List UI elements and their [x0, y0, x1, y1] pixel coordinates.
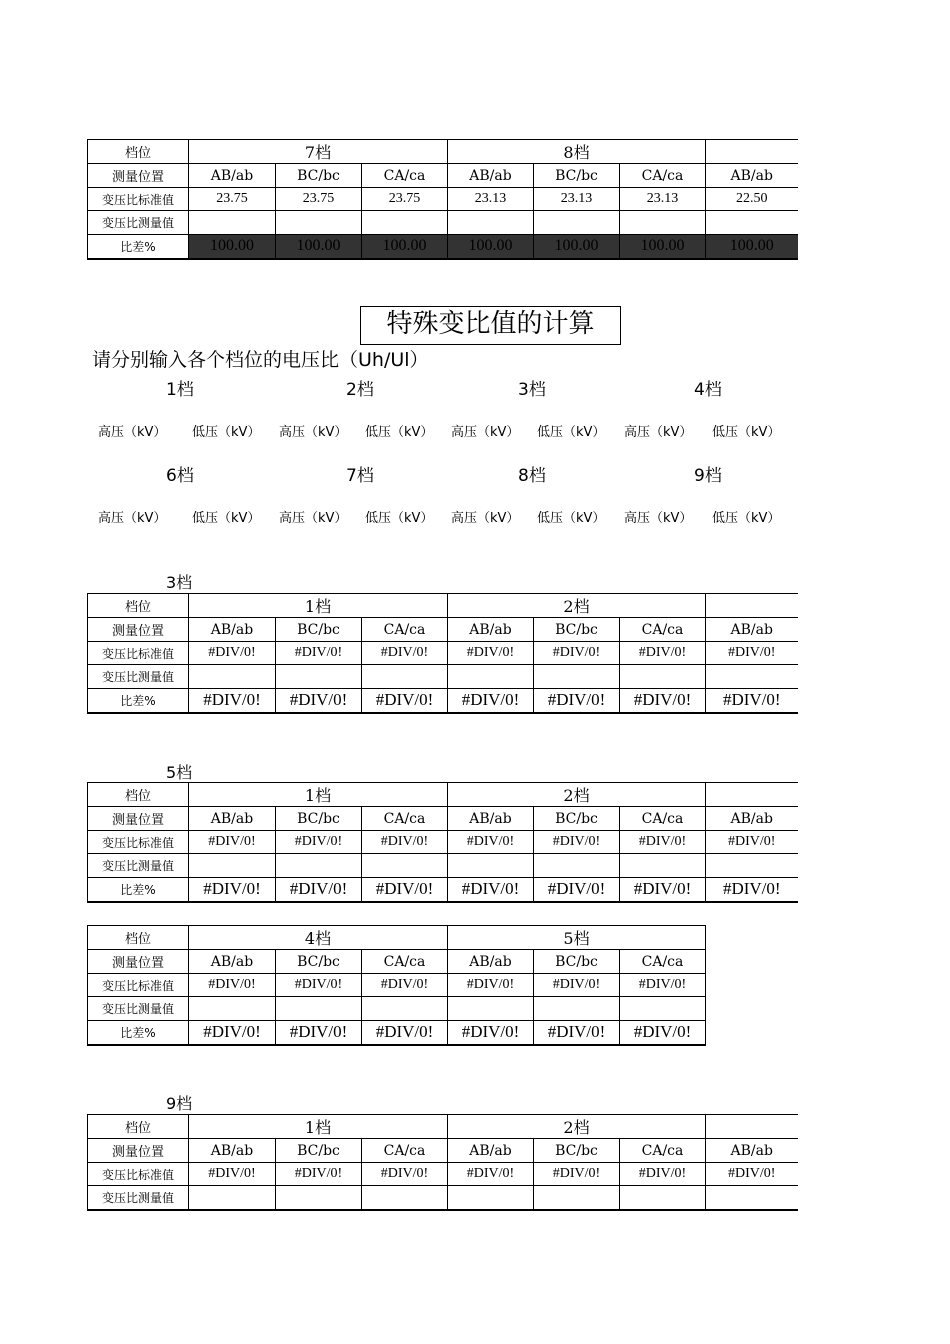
- standard-value: 23.75: [189, 188, 276, 211]
- error-value: #DIV/0!: [534, 689, 620, 713]
- phase-cell: AB/ab: [189, 807, 276, 831]
- measured-input-cell[interactable]: [448, 1186, 534, 1210]
- measured-input-cell[interactable]: [534, 997, 620, 1021]
- ratio-diff-row-label: 比差%: [88, 235, 189, 259]
- error-value: #DIV/0!: [189, 1163, 276, 1186]
- error-value: #DIV/0!: [534, 1021, 620, 1045]
- error-value: #DIV/0!: [620, 831, 706, 854]
- measured-input-cell[interactable]: [448, 997, 534, 1021]
- standard-value: 22.50: [706, 188, 798, 211]
- error-value: #DIV/0!: [448, 1163, 534, 1186]
- error-value: #DIV/0!: [620, 1021, 706, 1045]
- standard-value: 23.75: [276, 188, 362, 211]
- measured-input-cell[interactable]: [706, 665, 798, 689]
- position-row-label: 测量位置: [88, 164, 189, 188]
- table-cell: [706, 783, 798, 807]
- ratio-diff-value: 100.00: [448, 235, 534, 259]
- error-value: #DIV/0!: [534, 974, 620, 997]
- measured-input-cell[interactable]: [276, 211, 362, 235]
- gear-row-label: 档位: [88, 926, 189, 950]
- ratio-diff-row-label: 比差%: [88, 878, 189, 902]
- high-voltage-label: 高压（kV）: [279, 425, 348, 440]
- phase-cell: AB/ab: [189, 1139, 276, 1163]
- error-value: #DIV/0!: [189, 831, 276, 854]
- low-voltage-label: 低压（kV）: [537, 425, 606, 440]
- phase-cell: BC/bc: [276, 807, 362, 831]
- error-value: #DIV/0!: [706, 689, 798, 713]
- measured-input-cell[interactable]: [620, 211, 706, 235]
- phase-cell: BC/bc: [276, 950, 362, 974]
- gear-row-label: 档位: [88, 783, 189, 807]
- error-value: #DIV/0!: [534, 831, 620, 854]
- error-value: #DIV/0!: [448, 974, 534, 997]
- error-value: #DIV/0!: [620, 689, 706, 713]
- measured-row-label: 变压比测量值: [88, 211, 189, 235]
- gear-row-label: 档位: [88, 140, 189, 164]
- error-value: #DIV/0!: [362, 878, 448, 902]
- phase-cell: AB/ab: [448, 807, 534, 831]
- error-value: #DIV/0!: [706, 1163, 798, 1186]
- high-voltage-label: 高压（kV）: [624, 511, 693, 526]
- measured-input-cell[interactable]: [534, 1186, 620, 1210]
- ratio-table-5b: [87, 925, 706, 1046]
- ratio-diff-row-label: 比差%: [88, 689, 189, 713]
- standard-row-label: 变压比标准值: [88, 974, 189, 997]
- gear-header: 2档: [448, 594, 706, 618]
- position-row-label: 测量位置: [88, 1139, 189, 1163]
- error-value: #DIV/0!: [620, 878, 706, 902]
- ratio-diff-value: 100.00: [534, 235, 620, 259]
- error-value: #DIV/0!: [534, 642, 620, 665]
- measured-input-cell[interactable]: [620, 854, 706, 878]
- phase-cell: AB/ab: [189, 950, 276, 974]
- measured-input-cell[interactable]: [189, 211, 276, 235]
- gear-label: 8档: [518, 466, 546, 486]
- gear-row-label: 档位: [88, 594, 189, 618]
- gear-header: 1档: [189, 1115, 448, 1139]
- ratio-table-3: [87, 593, 798, 714]
- error-value: #DIV/0!: [448, 878, 534, 902]
- measured-input-cell[interactable]: [276, 665, 362, 689]
- phase-cell: AB/ab: [189, 618, 276, 642]
- section-label: 3档: [166, 573, 193, 592]
- gear-label: 2档: [346, 380, 374, 400]
- gear-header: 5档: [448, 926, 706, 950]
- gear-row-label: 档位: [88, 1115, 189, 1139]
- error-value: #DIV/0!: [448, 1021, 534, 1045]
- error-value: #DIV/0!: [362, 1163, 448, 1186]
- phase-cell: AB/ab: [189, 164, 276, 188]
- measured-input-cell[interactable]: [189, 997, 276, 1021]
- gear-label: 3档: [518, 380, 546, 400]
- low-voltage-label: 低压（kV）: [537, 511, 606, 526]
- error-value: #DIV/0!: [362, 689, 448, 713]
- phase-cell: CA/ca: [620, 1139, 706, 1163]
- position-row-label: 测量位置: [88, 618, 189, 642]
- section-label: 5档: [166, 763, 193, 782]
- phase-cell: AB/ab: [706, 618, 798, 642]
- measured-input-cell[interactable]: [448, 854, 534, 878]
- phase-cell: AB/ab: [448, 164, 534, 188]
- ratio-table-9: [87, 1114, 798, 1211]
- phase-cell: AB/ab: [448, 618, 534, 642]
- measured-input-cell[interactable]: [276, 854, 362, 878]
- table-cell: [706, 1115, 798, 1139]
- ratio-diff-value: 100.00: [362, 235, 448, 259]
- measured-input-cell[interactable]: [276, 997, 362, 1021]
- error-value: #DIV/0!: [362, 831, 448, 854]
- gear-header: 7档: [189, 140, 448, 164]
- ratio-table-5a: [87, 782, 798, 903]
- error-value: #DIV/0!: [362, 642, 448, 665]
- standard-value: 23.75: [362, 188, 448, 211]
- standard-row-label: 变压比标准值: [88, 188, 189, 211]
- phase-cell: AB/ab: [448, 1139, 534, 1163]
- phase-cell: AB/ab: [448, 950, 534, 974]
- measured-input-cell[interactable]: [534, 854, 620, 878]
- gear-header: 2档: [448, 1115, 706, 1139]
- section-label: 9档: [166, 1094, 193, 1113]
- error-value: #DIV/0!: [276, 1163, 362, 1186]
- voltage-ratio-instruction: 请分别输入各个档位的电压比（Uh/Ul）: [92, 349, 429, 371]
- measured-input-cell[interactable]: [620, 1186, 706, 1210]
- ratio-diff-row-label: 比差%: [88, 1021, 189, 1045]
- measured-input-cell[interactable]: [620, 997, 706, 1021]
- gear-label: 7档: [346, 466, 374, 486]
- standard-row-label: 变压比标准值: [88, 642, 189, 665]
- phase-cell: BC/bc: [534, 807, 620, 831]
- gear-header: 2档: [448, 783, 706, 807]
- error-value: #DIV/0!: [706, 831, 798, 854]
- error-value: #DIV/0!: [189, 689, 276, 713]
- gear-header: 8档: [448, 140, 706, 164]
- error-value: #DIV/0!: [534, 878, 620, 902]
- special-ratio-title: 特殊变比值的计算: [360, 306, 621, 345]
- phase-cell: BC/bc: [534, 164, 620, 188]
- phase-cell: AB/ab: [706, 1139, 798, 1163]
- error-value: #DIV/0!: [189, 1021, 276, 1045]
- error-value: #DIV/0!: [189, 642, 276, 665]
- measured-input-cell[interactable]: [362, 854, 448, 878]
- high-voltage-label: 高压（kV）: [451, 511, 520, 526]
- low-voltage-label: 低压（kV）: [712, 511, 781, 526]
- phase-cell: BC/bc: [276, 1139, 362, 1163]
- error-value: #DIV/0!: [276, 974, 362, 997]
- error-value: #DIV/0!: [189, 878, 276, 902]
- measured-input-cell[interactable]: [534, 211, 620, 235]
- phase-cell: AB/ab: [706, 807, 798, 831]
- error-value: #DIV/0!: [276, 878, 362, 902]
- standard-row-label: 变压比标准值: [88, 1163, 189, 1186]
- gear-label: 4档: [694, 380, 722, 400]
- phase-cell: BC/bc: [534, 950, 620, 974]
- high-voltage-label: 高压（kV）: [98, 425, 167, 440]
- measured-input-cell[interactable]: [362, 997, 448, 1021]
- measured-row-label: 变压比测量值: [88, 997, 189, 1021]
- measured-row-label: 变压比测量值: [88, 854, 189, 878]
- measured-input-cell[interactable]: [189, 665, 276, 689]
- error-value: #DIV/0!: [276, 1021, 362, 1045]
- error-value: #DIV/0!: [706, 642, 798, 665]
- measured-input-cell[interactable]: [362, 1186, 448, 1210]
- ratio-diff-value: 100.00: [706, 235, 798, 259]
- phase-cell: CA/ca: [362, 950, 448, 974]
- error-value: #DIV/0!: [620, 642, 706, 665]
- measured-input-cell[interactable]: [362, 665, 448, 689]
- phase-cell: CA/ca: [362, 1139, 448, 1163]
- phase-cell: CA/ca: [620, 950, 706, 974]
- phase-cell: CA/ca: [620, 807, 706, 831]
- gear-label: 9档: [694, 466, 722, 486]
- low-voltage-label: 低压（kV）: [365, 511, 434, 526]
- error-value: #DIV/0!: [620, 1163, 706, 1186]
- measured-input-cell[interactable]: [706, 854, 798, 878]
- error-value: #DIV/0!: [706, 878, 798, 902]
- measured-input-cell[interactable]: [189, 854, 276, 878]
- measured-row-label: 变压比测量值: [88, 1186, 189, 1210]
- low-voltage-label: 低压（kV）: [712, 425, 781, 440]
- error-value: #DIV/0!: [448, 831, 534, 854]
- position-row-label: 测量位置: [88, 807, 189, 831]
- low-voltage-label: 低压（kV）: [365, 425, 434, 440]
- phase-cell: CA/ca: [620, 618, 706, 642]
- standard-row-label: 变压比标准值: [88, 831, 189, 854]
- error-value: #DIV/0!: [362, 1021, 448, 1045]
- ratio-diff-value: 100.00: [276, 235, 362, 259]
- high-voltage-label: 高压（kV）: [279, 511, 348, 526]
- high-voltage-label: 高压（kV）: [624, 425, 693, 440]
- measured-input-cell[interactable]: [362, 211, 448, 235]
- error-value: #DIV/0!: [276, 689, 362, 713]
- error-value: #DIV/0!: [620, 974, 706, 997]
- low-voltage-label: 低压（kV）: [192, 511, 261, 526]
- error-value: #DIV/0!: [362, 974, 448, 997]
- standard-value: 23.13: [620, 188, 706, 211]
- phase-cell: CA/ca: [362, 807, 448, 831]
- measured-input-cell[interactable]: [276, 1186, 362, 1210]
- error-value: #DIV/0!: [448, 689, 534, 713]
- position-row-label: 测量位置: [88, 950, 189, 974]
- error-value: #DIV/0!: [448, 642, 534, 665]
- high-voltage-label: 高压（kV）: [98, 511, 167, 526]
- measured-input-cell[interactable]: [620, 665, 706, 689]
- measured-input-cell[interactable]: [706, 211, 798, 235]
- gear-label: 6档: [166, 466, 194, 486]
- phase-cell: BC/bc: [276, 164, 362, 188]
- error-value: #DIV/0!: [189, 974, 276, 997]
- measured-input-cell[interactable]: [189, 1186, 276, 1210]
- measured-input-cell[interactable]: [448, 665, 534, 689]
- gear-label: 1档: [166, 380, 194, 400]
- gear-header: 4档: [189, 926, 448, 950]
- gear-header: 1档: [189, 594, 448, 618]
- table-cell: [706, 594, 798, 618]
- gear-header: 1档: [189, 783, 448, 807]
- error-value: #DIV/0!: [534, 1163, 620, 1186]
- phase-cell: BC/bc: [534, 618, 620, 642]
- low-voltage-label: 低压（kV）: [192, 425, 261, 440]
- standard-value: 23.13: [448, 188, 534, 211]
- table-cell: [706, 140, 798, 164]
- phase-cell: CA/ca: [362, 618, 448, 642]
- phase-cell: CA/ca: [362, 164, 448, 188]
- measured-input-cell[interactable]: [706, 1186, 798, 1210]
- ratio-diff-value: 100.00: [189, 235, 276, 259]
- error-value: #DIV/0!: [276, 642, 362, 665]
- ratio-diff-value: 100.00: [620, 235, 706, 259]
- measured-input-cell[interactable]: [448, 211, 534, 235]
- high-voltage-label: 高压（kV）: [451, 425, 520, 440]
- error-value: #DIV/0!: [276, 831, 362, 854]
- phase-cell: CA/ca: [620, 164, 706, 188]
- phase-cell: BC/bc: [534, 1139, 620, 1163]
- measured-input-cell[interactable]: [534, 665, 620, 689]
- phase-cell: BC/bc: [276, 618, 362, 642]
- top-ratio-table: [87, 139, 798, 260]
- standard-value: 23.13: [534, 188, 620, 211]
- phase-cell: AB/ab: [706, 164, 798, 188]
- measured-row-label: 变压比测量值: [88, 665, 189, 689]
